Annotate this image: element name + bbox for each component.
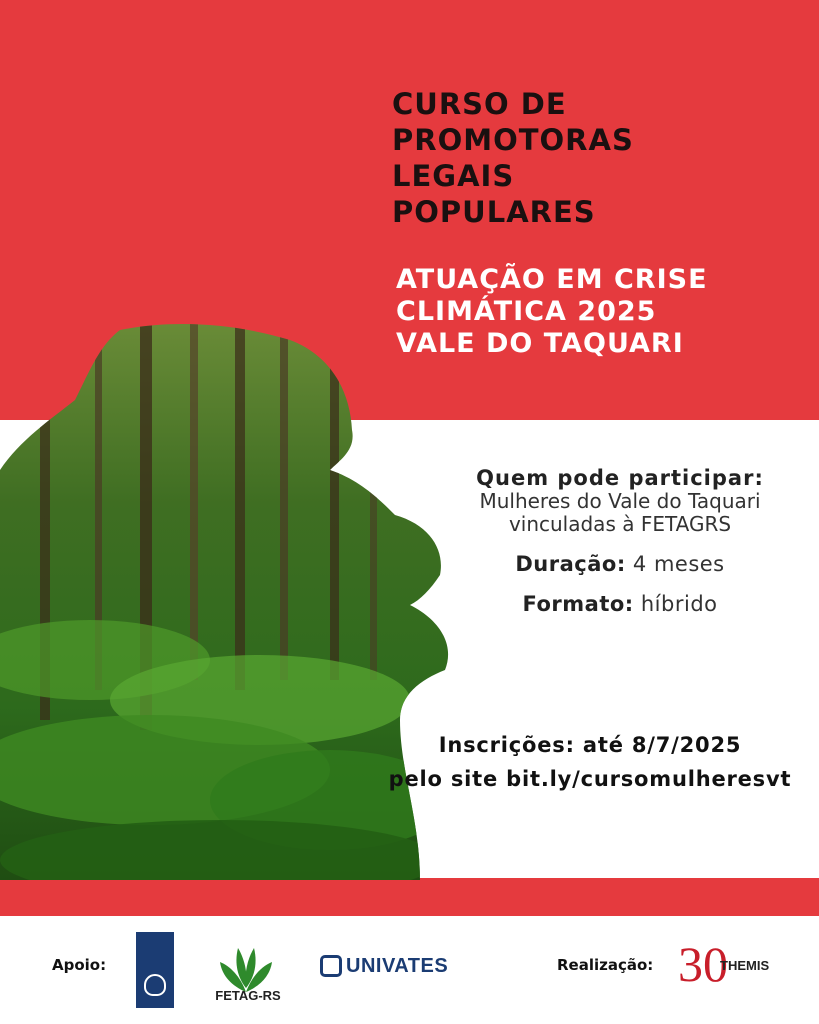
themis-number: 30 [678,936,728,992]
subtitle-line: CLIMÁTICA 2025 [396,296,657,327]
duration-row [445,552,795,576]
title-line: PROMOTORAS [392,123,634,157]
course-subtitle [396,264,708,360]
registration-deadline: Inscrições: até 8/7/2025 [438,733,742,757]
fetag-text: FETAG-RS [215,988,281,1003]
duration-value: 4 meses [632,552,725,576]
subtitle-line: ATUAÇÃO EM CRISE [396,264,708,295]
themis-text: THEMIS [720,958,770,973]
themis-logo [678,936,774,994]
title-line: POPULARES [392,195,596,229]
duration-label: Duração: [515,552,626,576]
title-line: CURSO DE [392,87,567,121]
title-line: LEGAIS [392,159,515,193]
support-label: Apoio: [52,956,107,974]
course-title [392,86,634,230]
subtitle-line: VALE DO TAQUARI [396,328,684,359]
bottom-red-band [0,878,819,916]
who-label: Quem pode participar: [476,466,764,490]
netherlands-logo [136,932,174,1008]
format-value: híbrido [640,592,718,616]
format-row [445,592,795,616]
univates-logo [320,952,448,980]
univates-text: UNIVATES [346,954,449,977]
registration-info [360,728,819,796]
realization-label: Realização: [557,956,654,974]
format-label: Formato: [522,592,634,616]
univates-icon [320,955,342,977]
crest-icon [144,974,166,996]
course-info [445,466,795,616]
who-text: Mulheres do Vale do Taquari vinculadas à FETAGRS [479,489,761,536]
registration-link[interactable]: pelo site bit.ly/cursomulheresvt [388,767,792,791]
